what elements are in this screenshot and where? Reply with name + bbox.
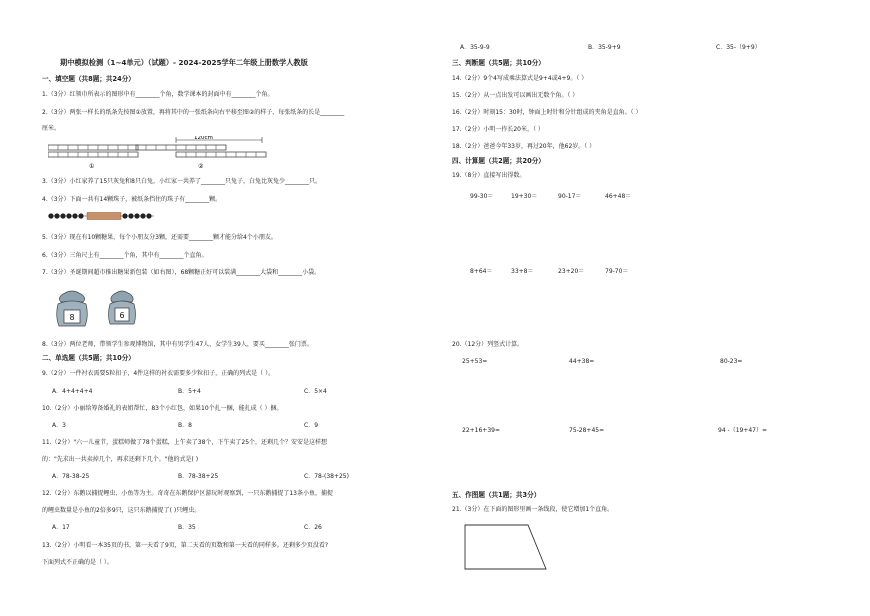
question-15: 15.（2分）从一点出发可以画出无数个角。（ ） (452, 92, 579, 99)
question-20: 20.（12分）列竖式计算。 (452, 341, 524, 348)
question-2-cont: 厘米。 (42, 125, 61, 132)
q11-option-b: B．78-38+25 (178, 473, 219, 480)
q9-option-c: C．5×4 (304, 388, 327, 395)
question-3: 3.（3分）小红家养了15只灰兔和8只白兔，小红家一共养了________只兔子，白兔比灰兔少________只。 (42, 178, 321, 185)
bead (54, 213, 59, 218)
section-calculation: 四、计算题（共2题；共20分） (452, 157, 545, 165)
section-drawing: 五、作图题（共1题；共3分） (452, 491, 541, 499)
bead (140, 213, 145, 218)
question-4: 4.（3分）下面一共有14颗珠子，被纸条挡住的珠子有________颗。 (42, 196, 222, 203)
question-5: 5.（3分）现在有10颗糖果，每个小朋友分3颗，还需要________颗才能分给4个小朋友。 (42, 234, 277, 241)
paper-strip-cover (87, 213, 121, 220)
q10-option-c: C．9 (304, 422, 319, 429)
big-bag-label: 8 (69, 313, 75, 322)
q10-option-a: A．3 (52, 422, 66, 429)
page-title: 期中模拟检测（1~4单元）（试题）- 2024-2025学年二年级上册数学人教版 (60, 58, 308, 67)
q12-option-a: A．17 (52, 524, 70, 531)
vertical-calc-item: 22+16+39= (462, 427, 500, 434)
calc-item: 46+48＝ (605, 193, 632, 200)
calc-item: 33+8＝ (511, 268, 534, 275)
question-8: 8.（3分）两位老师，带领学生参观博物馆，其中有男学生47人，女学生39人，要买________张门票。 (42, 341, 313, 348)
bead (78, 213, 83, 218)
q13-option-a: A．35-9-9 (460, 44, 490, 51)
q10-option-b: B．8 (178, 422, 192, 429)
question-16: 16.（2分）时刻15：30时，钟面上时针和分针组成的夹角是直角。（ ） (452, 109, 642, 116)
vertical-calc-item: 80-23= (720, 358, 743, 365)
question-6: 6.（3分）三角尺上有________个角，其中有________个直角。 (42, 252, 208, 259)
q11-option-a: A．78-38-25 (52, 473, 90, 480)
bead (60, 213, 65, 218)
section-true-false: 三、判断题（共5题；共10分） (452, 59, 545, 67)
section-single-choice: 二、单选题（共5题；共10分） (42, 354, 135, 362)
bead (134, 213, 139, 218)
bead (128, 213, 133, 218)
question-13: 13.（2分）小明看一本35页的书，第一天看了9页，第二天看的页数和第一天看的同样多。还剩多少页没看? (42, 542, 328, 549)
calc-item: 99-30＝ (470, 193, 494, 200)
bead (72, 213, 77, 218)
q13-option-c: C．35-（9+9） (716, 44, 761, 51)
bead (48, 213, 53, 218)
vertical-calc-item: 25+53= (462, 358, 488, 365)
question-1: 1.（3分）红领巾所表示的图形中有________个角，数学课本的封面中有________个角。 (42, 91, 274, 98)
q9-option-b: B．5+4 (178, 388, 201, 395)
paper-strips-figure (48, 136, 278, 172)
question-10: 10.（2分）小丽给筹备婚礼的表姐帮忙，83个小红包，如果10个扎一捆，能扎成（ ）捆。 (42, 405, 283, 412)
small-bag-icon (109, 291, 136, 324)
beads-figure (48, 210, 158, 222)
question-12: 12.（2分）东鹅以捕捉鲤虫、小鱼等为主。奇奇在东鹅保护区游玩时观察到，一只东鹅捕捉了13条小鱼，捕捉 (42, 490, 333, 497)
question-21: 21.（3分）在下面的图形里画一条线段，使它增加1个直角。 (452, 506, 614, 513)
section-fill-blank: 一、填空题（共8题；共24分） (42, 75, 135, 83)
question-12-cont: 的鲤虫数量是小鱼的2倍多9只，这只东鹅捕捉了( )只鲤虫。 (42, 507, 201, 514)
bead (66, 213, 71, 218)
question-7: 7.（3分）圣诞期间超市推出糖果新包装（如右图），68颗糖正好可以装满________大袋和________小袋。 (42, 269, 321, 276)
figure-2-label: ② (198, 163, 204, 170)
calc-item: 90-17＝ (558, 193, 582, 200)
question-18: 18.（2分）爸爸今年33岁，再过20年，他62岁。（ ） (452, 143, 596, 150)
strips-figure-2 (136, 136, 266, 170)
calc-item: 79-70＝ (605, 268, 629, 275)
question-14: 14.（2分）9个4写成乘法算式是9+4或4+9。（ ） (452, 75, 588, 82)
q12-option-c: C．26 (304, 524, 322, 531)
calc-item: 19+30＝ (511, 193, 538, 200)
vertical-calc-item: 75-28+45= (569, 427, 605, 434)
calc-item: 8+64＝ (470, 268, 493, 275)
small-bag-label: 6 (119, 311, 125, 320)
calc-item: 23+20＝ (558, 268, 585, 275)
question-11: 11.（2分）"六一儿童节，蛋糕师做了78个蛋糕，上午卖了38个，下午卖了25个，还剩几个？安安是这样想 (42, 439, 328, 446)
vertical-calc-item: 44+38= (569, 358, 595, 365)
question-9: 9.（2分）一件衬衣需要5粒扣子，4件这样的衬衣需要多少粒扣子，正确的列式是（ ）。 (42, 370, 275, 377)
question-19: 19.（8分）直接写出得数。 (452, 172, 526, 179)
vertical-calc-item: 94 -（19+47）= (718, 427, 768, 434)
big-bag-icon (57, 291, 88, 326)
strips-figure-1 (48, 145, 138, 170)
ruler-label: 120cm (194, 136, 213, 141)
q13-option-b: B．35-9+9 (588, 44, 621, 51)
q11-option-c: C．78-(38+25) (304, 473, 349, 480)
q9-option-a: A．4+4+4+4 (52, 388, 93, 395)
bead (122, 213, 127, 218)
bead (146, 213, 151, 218)
question-2: 2.（3分）两张一样长的纸条先按图①放置，再将其中的一张纸条向右平移至图②的样子，每张纸条的长是________ (42, 109, 345, 116)
question-17: 17.（2分）小明一拃长20米。（ ） (452, 126, 544, 133)
question-13-cont: 下面列式不正确的是（ ）。 (42, 559, 113, 566)
figure-1-label: ① (89, 163, 95, 170)
question-11-cont: 的："先求出一共卖掉几个，再求还剩下几个。"他的式是( ) (42, 456, 199, 463)
q12-option-b: B．35 (178, 524, 196, 531)
trapezoid-figure (462, 522, 552, 572)
candy-bags-figure (55, 286, 145, 330)
